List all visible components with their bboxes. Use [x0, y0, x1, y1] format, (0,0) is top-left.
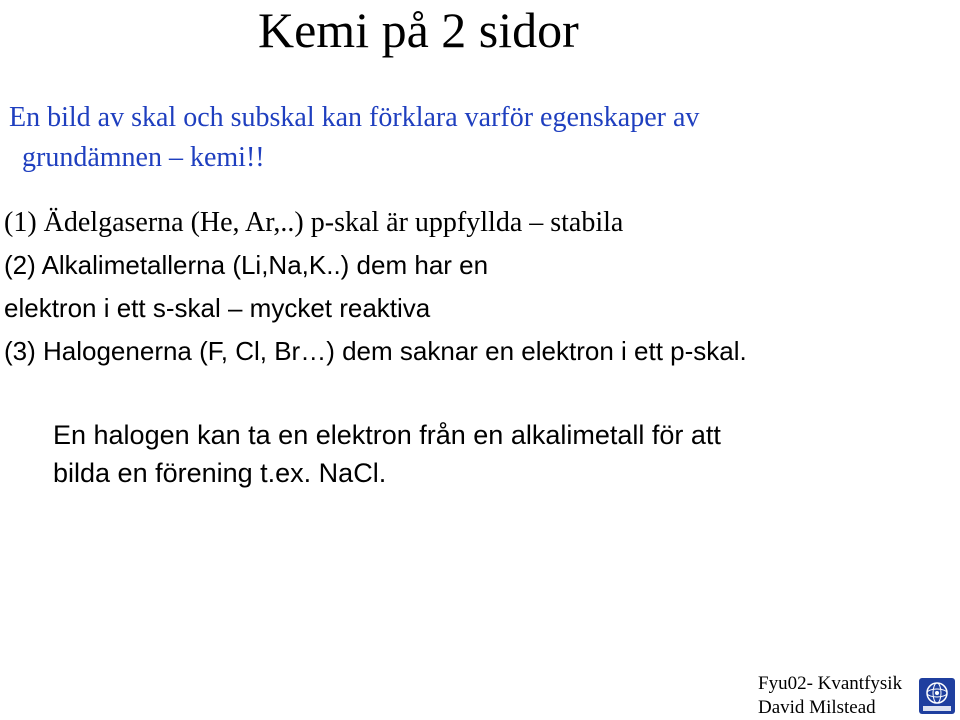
- intro-line-1: En bild av skal och subskal kan förklara varför egenskaper av: [9, 102, 700, 133]
- point-2-line-1: (2) Alkalimetallerna (Li,Na,K..) dem har en: [4, 250, 489, 280]
- point-3: (3) Halogenerna (F, Cl, Br…) dem saknar en elektron i ett p-skal.: [4, 336, 747, 366]
- footer: [758, 672, 902, 720]
- points-list: [4, 201, 747, 373]
- point-1: (1) Ädelgaserna (He, Ar,..) p-skal är uppfyllda – stabila: [4, 207, 624, 238]
- slide-title: Kemi på 2 sidor: [258, 2, 579, 58]
- summary-line-1: En halogen kan ta en elektron från en alkalimetall för att: [53, 420, 721, 450]
- fysikum-logo-graphic: [919, 678, 955, 714]
- point-2-line-2: elektron i ett s-skal – mycket reaktiva: [4, 293, 431, 323]
- summary-line-2: bilda en förening t.ex. NaCl.: [53, 458, 387, 488]
- footer-course: Fyu02- Kvantfysik: [758, 673, 903, 694]
- fysikum-logo-icon: [919, 678, 955, 714]
- intro-line-2: grundämnen – kemi!!: [22, 142, 265, 173]
- intro-text: [9, 98, 699, 178]
- summary-paragraph: [53, 416, 721, 492]
- footer-author: David Milstead: [758, 697, 876, 718]
